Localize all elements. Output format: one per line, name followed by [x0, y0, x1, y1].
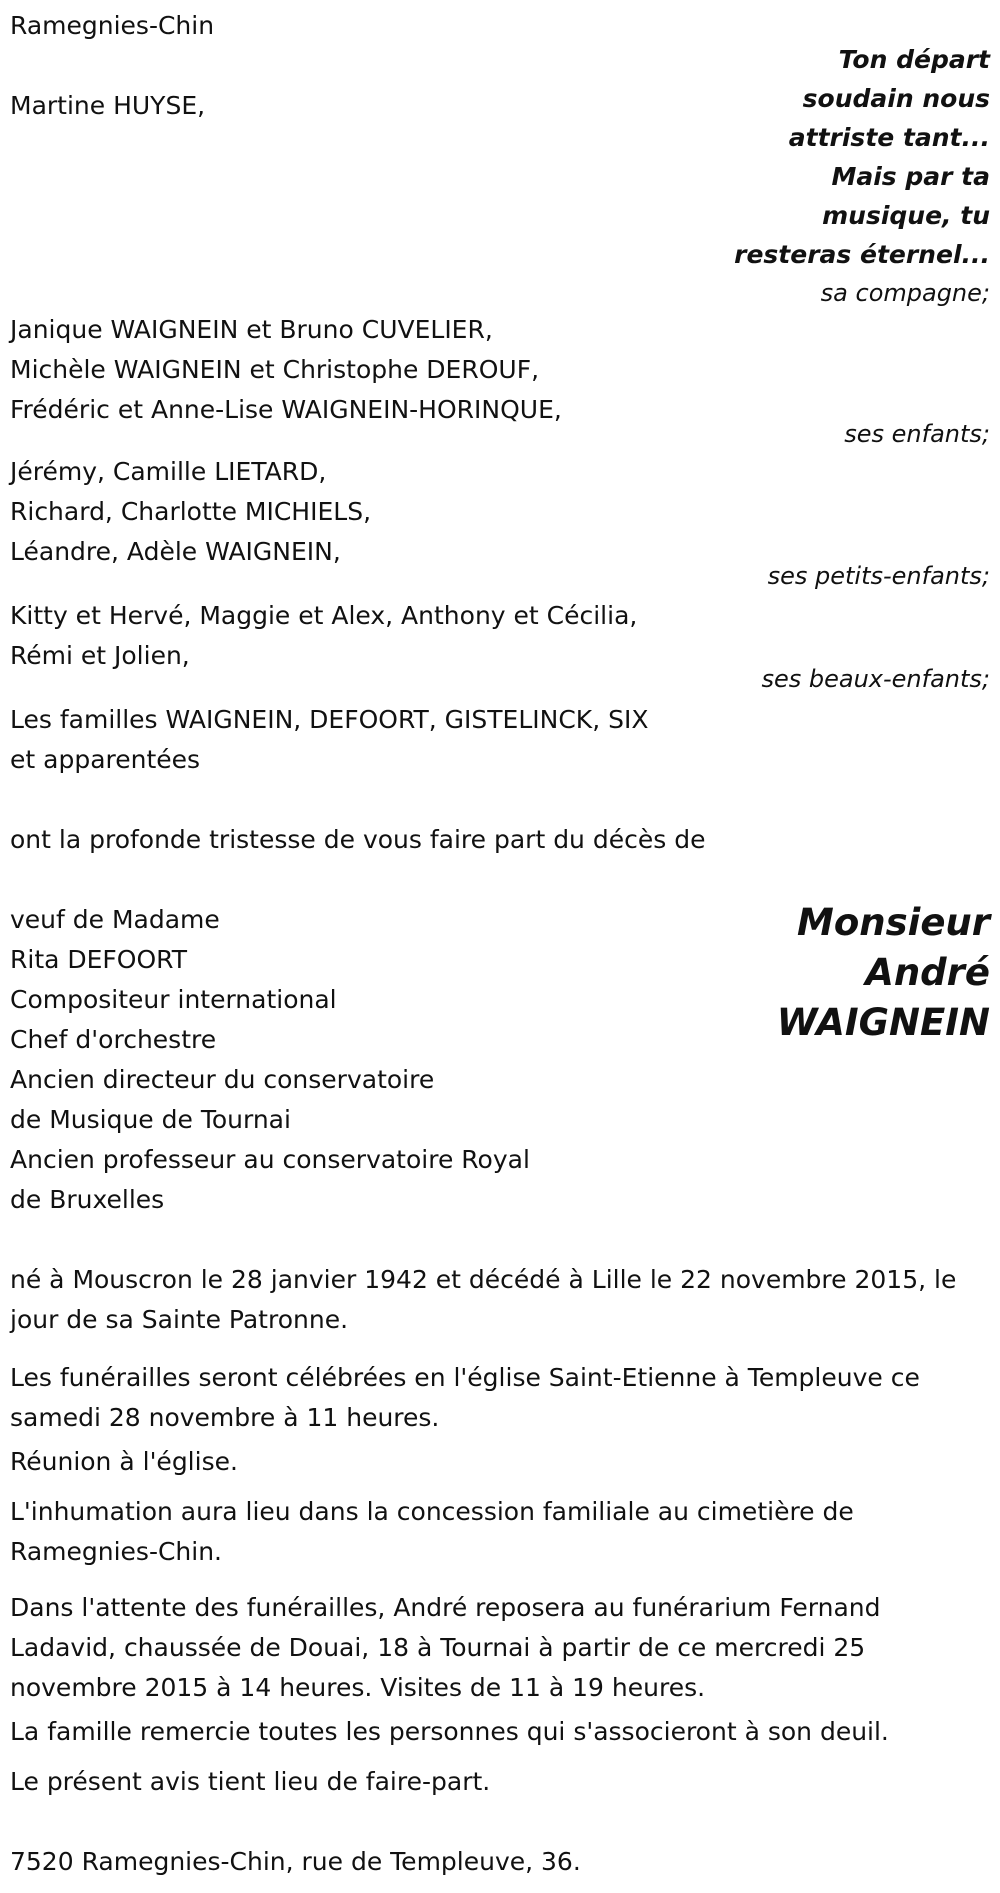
quote-line: soudain nous	[802, 84, 990, 113]
location-header: Ramegnies-Chin	[10, 11, 215, 40]
notice-paragraph: Le présent avis tient lieu de faire-part.	[10, 1767, 491, 1796]
quote-line: Mais par ta	[831, 162, 990, 191]
funerarium-paragraph: Dans l'attente des funérailles, André reposera au funérarium Fernand Ladavid, chaussée de Douai, 18 à Tournai à partir de ce mercredi 25 novembre 2015 à 14 heures. Visites de 11 à 19 heures.	[10, 1593, 881, 1702]
list-item: Kitty et Hervé, Maggie et Alex, Anthony et Cécilia,	[10, 601, 638, 630]
spouse-name: Martine HUYSE,	[10, 91, 206, 120]
list-item: Léandre, Adèle WAIGNEIN,	[10, 537, 341, 566]
list-item: Michèle WAIGNEIN et Christophe DEROUF,	[10, 355, 540, 384]
grandchildren-list	[10, 452, 371, 572]
spouse-role: sa compagne;	[820, 279, 990, 307]
families-list	[10, 700, 648, 780]
list-item: Janique WAIGNEIN et Bruno CUVELIER,	[10, 315, 493, 344]
stepchildren-list	[10, 596, 637, 676]
name-line: WAIGNEIN	[776, 1001, 990, 1044]
list-item: Rémi et Jolien,	[10, 641, 190, 670]
grandchildren-role: ses petits-enfants;	[767, 562, 990, 590]
detail-line: veuf de Madame	[10, 905, 220, 934]
funeral-paragraph: Les funérailles seront célébrées en l'église Saint-Etienne à Templeuve ce samedi 28 novembre à 11 heures.	[10, 1363, 920, 1432]
deceased-details	[10, 900, 530, 1220]
address: 7520 Ramegnies-Chin, rue de Templeuve, 36.	[10, 1847, 581, 1876]
name-line: André	[865, 951, 990, 994]
quote-line: resteras éternel...	[734, 240, 990, 269]
stepchildren-role: ses beaux-enfants;	[761, 665, 990, 693]
detail-line: Ancien directeur du conservatoire	[10, 1065, 435, 1094]
list-item: et apparentées	[10, 745, 201, 774]
announcement-text: ont la profonde tristesse de vous faire part du décès de	[10, 825, 706, 854]
detail-line: Compositeur international	[10, 985, 337, 1014]
thanks-paragraph: La famille remercie toutes les personnes qui s'associeront à son deuil.	[10, 1717, 889, 1746]
quote-line: Ton départ	[838, 45, 990, 74]
detail-line: de Musique de Tournai	[10, 1105, 291, 1134]
detail-line: Rita DEFOORT	[10, 945, 187, 974]
name-line: Monsieur	[797, 901, 990, 944]
list-item: Frédéric et Anne-Lise WAIGNEIN-HORINQUE,	[10, 395, 562, 424]
quote-line: musique, tu	[822, 201, 990, 230]
birth-death-paragraph: né à Mouscron le 28 janvier 1942 et décédé à Lille le 22 novembre 2015, le jour de sa Sainte Patronne.	[10, 1265, 957, 1334]
children-list	[10, 310, 562, 430]
list-item: Jérémy, Camille LIETARD,	[10, 457, 327, 486]
deceased-name	[777, 898, 990, 1048]
detail-line: Ancien professeur au conservatoire Royal	[10, 1145, 530, 1174]
quote-block	[734, 40, 990, 274]
children-role: ses enfants;	[844, 420, 990, 448]
list-item: Les familles WAIGNEIN, DEFOORT, GISTELINCK, SIX	[10, 705, 649, 734]
burial-paragraph: L'inhumation aura lieu dans la concession familiale au cimetière de Ramegnies-Chin.	[10, 1497, 854, 1566]
detail-line: de Bruxelles	[10, 1185, 165, 1214]
detail-line: Chef d'orchestre	[10, 1025, 217, 1054]
gathering-paragraph: Réunion à l'église.	[10, 1447, 238, 1476]
quote-line: attriste tant...	[788, 123, 990, 152]
list-item: Richard, Charlotte MICHIELS,	[10, 497, 372, 526]
